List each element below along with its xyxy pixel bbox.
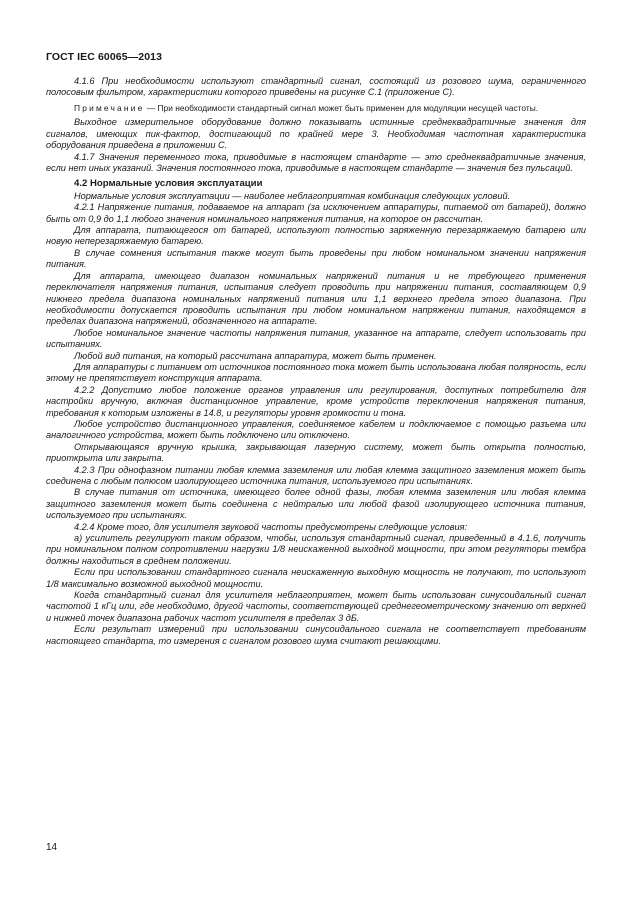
paragraph: Если при использовании стандартного сигнала неискаженную выходную мощность не получают, то используют 1/8 максимально возможной выходной мощности. bbox=[46, 567, 586, 589]
section-heading: 4.2 Нормальные условия эксплуатации bbox=[74, 178, 263, 190]
paragraph: Для аппарата, имеющего диапазон номинальных напряжений питания и не требующего применения переключателя напряжения питания, испытания следует проводить при напряжении питания, составляющем 0,9 нижнего предела диапазона номинальных напряжений питания или 1,1 верхнего предела этого диапазона. При необходимости допускается проводить испытания при любом номинальном напряжении питания, находящемся в пределах диапазона напряжений, обозначенного на аппарате. bbox=[46, 270, 586, 327]
paragraph: Любой вид питания, на который рассчитана аппаратура, может быть применен. bbox=[74, 350, 437, 361]
paragraph: 4.1.7 Значения переменного тока, приводимые в настоящем стандарте — это среднеквадратичные значения, если нет иных указаний. Значения постоянного тока, приводимые в настоящем стандарте — значения без пульсаций. bbox=[46, 151, 586, 174]
paragraph: а) усилитель регулируют таким образом, чтобы, используя стандартный сигнал, приведенный в 4.1.6, получить при номинальном полном сопротивлении нагрузки 1/8 неискаженной выходной мощности, при этом регуляторы тембра должны находиться в среднем положении. bbox=[46, 533, 586, 566]
document-body bbox=[46, 76, 586, 647]
note-label: Примечание bbox=[74, 102, 145, 113]
note-text: — При необходимости стандартный сигнал может быть применен для модуляции несущей частоты. bbox=[144, 102, 539, 113]
page-number: 14 bbox=[46, 842, 58, 853]
paragraph: В случае питания от источника, имеющего более одной фазы, любая клемма заземления или любая клемма защитного заземления может быть соединена с нейтралью или любой фазой изолирующего источника питания, используемого при испытаниях. bbox=[46, 487, 586, 521]
paragraph: Для аппарата, питающегося от батарей, используют полностью заряженную перезаряжаемую батарею или новую неперезаряжаемую батарею. bbox=[46, 225, 586, 247]
paragraph: 4.2.4 Кроме того, для усилителя звуковой частоты предусмотрены следующие условия: bbox=[74, 521, 468, 532]
paragraph: Открывающаяся вручную крышка, закрывающая лазерную систему, может быть открыта полностью, приоткрыта или закрыта. bbox=[46, 441, 586, 464]
paragraph: Любое устройство дистанционного управления, соединяемое кабелем и подключаемое с помощью разъема или аналогичного устройства, может быть подключено или отключено. bbox=[46, 418, 586, 441]
paragraph: 4.2.1 Напряжение питания, подаваемое на аппарат (за исключением аппаратуры, питаемой от батарей), должно быть от 0,9 до 1,1 любого значения номинального напряжения питания, на которое он рассчитан. bbox=[46, 202, 586, 224]
paragraph: В случае сомнения испытания также могут быть проведены при любом номинальном значении напряжения питания. bbox=[46, 247, 586, 270]
document-header: ГОСТ IEC 60065—2013 bbox=[46, 51, 163, 63]
paragraph: 4.2.2 Допустимо любое положение органов управления или регулирования, доступных потребителю для настройки вручную, включая дистанционное управление, кроме устройств переключения напряжения питания, требования к которым изложены в 14.8, и регуляторы уровня громкости и тона. bbox=[46, 384, 586, 418]
paragraph: Любое номинальное значение частоты напряжения питания, указанное на аппарате, следует использовать при испытаниях. bbox=[46, 327, 586, 350]
paragraph: 4.2.3 При однофазном питании любая клемма заземления или любая клемма защитного заземления может быть соединена с любым полюсом изолирующего источника питания, используемого при испытаниях. bbox=[46, 464, 586, 486]
paragraph: Если результат измерений при использовании синусоидального сигнала не соответствует требованиям настоящего стандарта, то измерения с сигналом розового шума считают решающими. bbox=[46, 624, 586, 646]
paragraph: Для аппаратуры с питанием от источников постоянного тока может быть использована любая полярность, если этому не препятствует конструкция аппарата. bbox=[46, 361, 586, 384]
paragraph: Когда стандартный сигнал для усилителя неблагоприятен, может быть использован синусоидальный сигнал частотой 1 кГц или, где необходимо, другой частоты, соответствующей среднегеометрическому значению от верхней и нижней точек диапазона рабочих частот усилителя в пределах 3 дБ. bbox=[46, 590, 586, 623]
paragraph: 4.1.6 При необходимости используют стандартный сигнал, состоящий из розового шума, ограниченного полосовым фильтром, характеристики которого приведены на рисунке С.1 (приложение С). bbox=[46, 76, 586, 98]
paragraph: Нормальные условия эксплуатации — наиболее неблагоприятная комбинация следующих условий. bbox=[74, 190, 511, 201]
paragraph: Выходное измерительное оборудование должно показывать истинные среднеквадратичные значения для сигналов, имеющих пик-фактор, достигающий по крайней мере 3. Необходимая частотная характеристика оборудования приведена в приложении С. bbox=[46, 117, 586, 151]
note-paragraph bbox=[46, 103, 586, 114]
